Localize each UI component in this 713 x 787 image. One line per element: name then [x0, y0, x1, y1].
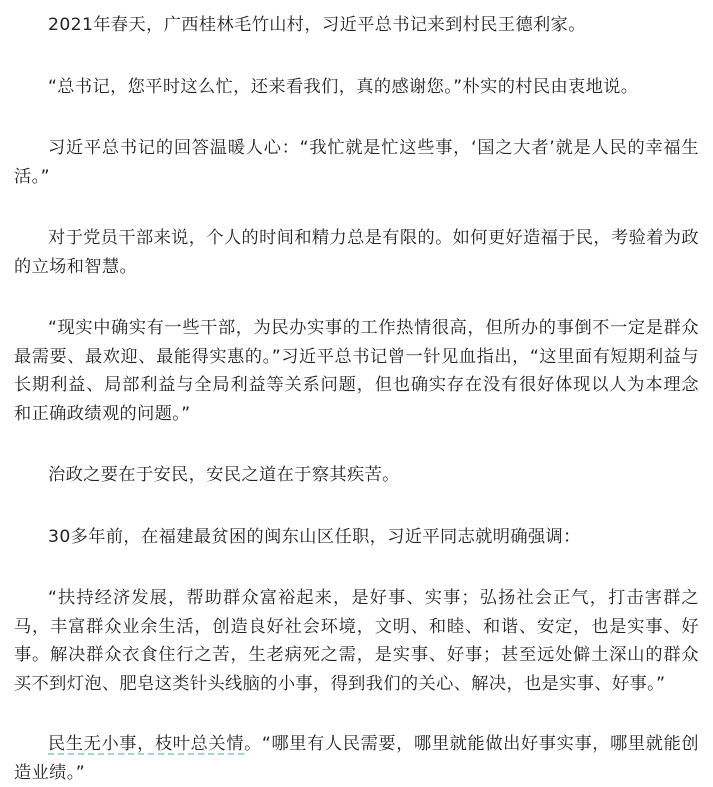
paragraph-reality: “现实中确实有一些干部，为民办实事的工作热情很高，但所办的事倒不一定是群众最需要、最欢迎、最能得实惠的。”习近平总书记曾一针见血指出，“这里面有短期利益与长期利益、局部利益与全局利益等关系问题，但也确实存在没有很好体现以人为本理念和正确政绩观的问题。” [14, 318, 699, 424]
closing-text: 。“哪里有人民需要，哪里就能做出好事实事，哪里就能创造业绩。” [14, 734, 699, 783]
paragraph-closing [14, 730, 699, 787]
paragraph-fujian-quote: “扶持经济发展，帮助群众富裕起来，是好事、实事；弘扬社会正气，打击害群之马，丰富群众业余生活，创造良好社会环境，文明、和睦、和谐、安定，也是实事、好事。解决群众衣食住行之苦，生老病死之需，是实事、好事；甚至远处僻土深山的群众买不到灯泡、肥皂这类针头线脑的小事，得到我们的关心、解决，也是实事、好事。” [14, 588, 699, 694]
paragraph-reply: 习近平总书记的回答温暖人心：“我忙就是忙这些事，‘国之大者’就是人民的幸福生活。” [14, 138, 699, 187]
paragraph-governance: 治政之要在于安民，安民之道在于察其疾苦。 [48, 465, 400, 485]
paragraph-cadres: 对于党员干部来说，个人的时间和精力总是有限的。如何更好造福于民，考验着为政的立场和智慧。 [14, 228, 699, 277]
paragraph-intro: 2021年春天，广西桂林毛竹山村，习近平总书记来到村民王德利家。 [48, 15, 586, 35]
paragraph-fujian: 30多年前，在福建最贫困的闽东山区任职，习近平同志就明确强调： [48, 526, 581, 547]
paragraph-villager-quote: “总书记，您平时这么忙，还来看我们，真的感谢您。”朴实的村民由衷地说。 [48, 76, 639, 97]
underlined-phrase: 民生无小事，枝叶总关情 [48, 734, 245, 754]
